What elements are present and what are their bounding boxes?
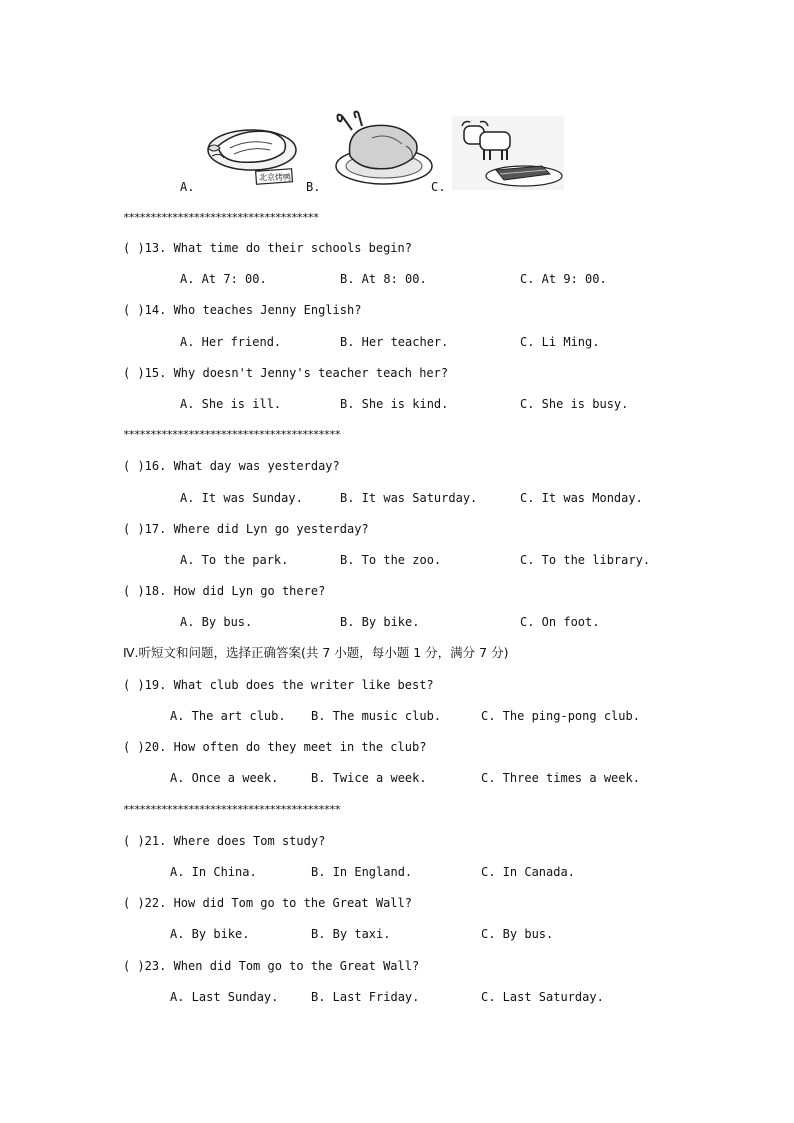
question-23: ( )23. When did Tom go to the Great Wall? [123,959,420,973]
picture-label-a: A. [180,180,195,194]
q19-option-b[interactable]: B. The music club. [311,709,442,723]
q15-option-b[interactable]: B. She is kind. [340,397,449,411]
q16-option-c[interactable]: C. It was Monday. [520,491,643,505]
q17-option-b[interactable]: B. To the zoo. [340,553,442,567]
q23-option-b[interactable]: B. Last Friday. [311,990,420,1004]
beef-picture [452,116,564,190]
q23-option-c[interactable]: C. Last Saturday. [481,990,604,1004]
separator-2: **************************************** [123,428,340,441]
q20-option-a[interactable]: A. Once a week. [170,771,279,785]
q19-option-c[interactable]: C. The ping-pong club. [481,709,640,723]
q15-option-a[interactable]: A. She is ill. [180,397,282,411]
picture-a-caption: 北京烤鸭 [259,173,291,182]
q14-option-a[interactable]: A. Her friend. [180,335,282,349]
question-14: ( )14. Who teaches Jenny English? [123,303,362,317]
question-13: ( )13. What time do their schools begin? [123,241,412,255]
q23-option-a[interactable]: A. Last Sunday. [170,990,279,1004]
q18-option-b[interactable]: B. By bike. [340,615,420,629]
question-18: ( )18. How did Lyn go there? [123,584,326,598]
q20-option-b[interactable]: B. Twice a week. [311,771,427,785]
q13-option-b[interactable]: B. At 8: 00. [340,272,427,286]
q22-option-a[interactable]: A. By bike. [170,927,250,941]
q17-option-a[interactable]: A. To the park. [180,553,289,567]
q15-option-c[interactable]: C. She is busy. [520,397,629,411]
q18-option-a[interactable]: A. By bus. [180,615,253,629]
q16-option-b[interactable]: B. It was Saturday. [340,491,478,505]
q14-option-c[interactable]: C. Li Ming. [520,335,600,349]
q21-option-c[interactable]: C. In Canada. [481,865,575,879]
q20-option-c[interactable]: C. Three times a week. [481,771,640,785]
question-17: ( )17. Where did Lyn go yesterday? [123,522,369,536]
picture-label-c: C. [431,180,446,194]
question-20: ( )20. How often do they meet in the club? [123,740,427,754]
roast-chicken-picture [332,108,434,190]
q16-option-a[interactable]: A. It was Sunday. [180,491,303,505]
question-15: ( )15. Why doesn't Jenny's teacher teach her? [123,366,449,380]
q14-option-b[interactable]: B. Her teacher. [340,335,449,349]
question-21: ( )21. Where does Tom study? [123,834,326,848]
q18-option-c[interactable]: C. On foot. [520,615,600,629]
q22-option-c[interactable]: C. By bus. [481,927,554,941]
q19-option-a[interactable]: A. The art club. [170,709,286,723]
question-19: ( )19. What club does the writer like best? [123,678,434,692]
q22-option-b[interactable]: B. By taxi. [311,927,391,941]
q17-option-c[interactable]: C. To the library. [520,553,651,567]
section-4-heading: Ⅳ.听短文和问题，选择正确答案(共 7 小题，每小题 1 分，满分 7 分) [123,645,509,660]
q13-option-a[interactable]: A. At 7: 00. [180,272,267,286]
separator-3: **************************************** [123,803,340,816]
separator-1: ************************************ [123,211,319,224]
q13-option-c[interactable]: C. At 9: 00. [520,272,607,286]
q21-option-a[interactable]: A. In China. [170,865,257,879]
q21-option-b[interactable]: B. In England. [311,865,413,879]
question-22: ( )22. How did Tom go to the Great Wall? [123,896,412,910]
question-16: ( )16. What day was yesterday? [123,459,340,473]
picture-label-b: B. [306,180,321,194]
